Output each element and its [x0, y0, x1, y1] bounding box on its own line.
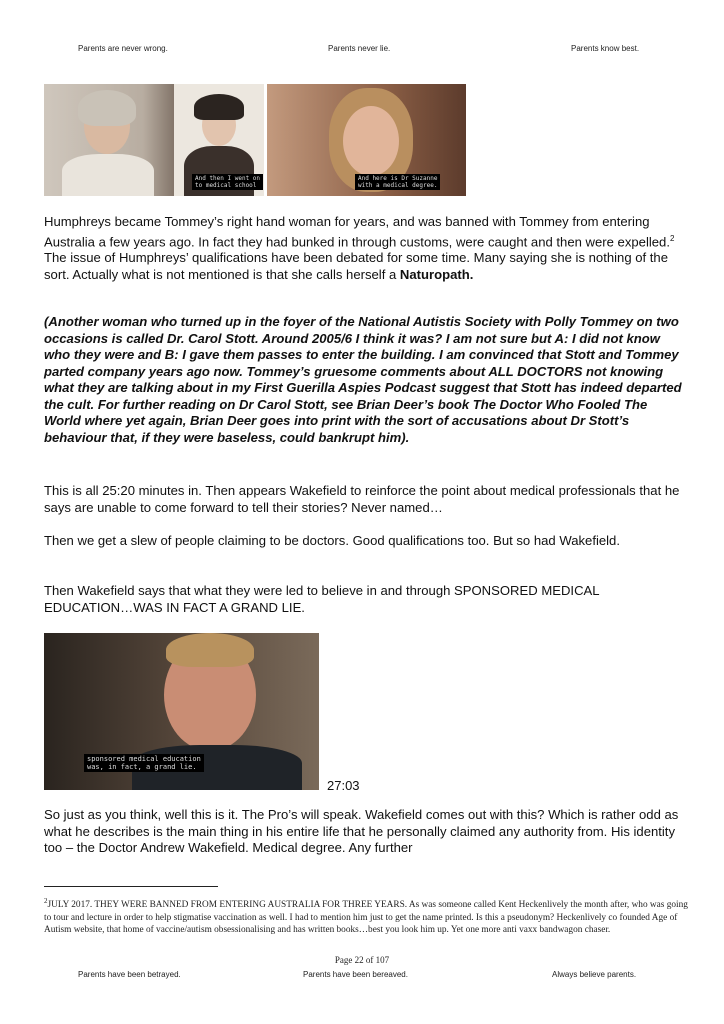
video-timestamp: 27:03 [327, 778, 360, 793]
paragraph-humphreys: Humphreys became Tommey’s right hand woman for years, and was banned with Tommey from entering Australia a few years ago. In fact they had bunked in through customs, were caught and then were expelled.$^2$ The issue of Humphreys’ qualifications have been debated for some time. Many saying she is nothing of the sort. Actually what is not mentioned is that she calls herself a Naturopath. [44, 214, 675, 282]
footer-center: Parents have been bereaved. [303, 970, 408, 979]
footnote: $^2$JULY 2017. THEY WERE BANNED FROM ENTERING AUSTRALIA FOR THREE YEARS. As was someone called Kent Heckenlively the month after, who was going to tour and lecture in order to help stigmatise vaccination as well. I had to mention him just to get the name printed. Is this a pseudonym? Heckenlively co founded Age of Autism website, that home of vaccine/autism obsessionalising and has written books…best you look him up. Yet one more anti vaxx bandwagon chaser. [44, 897, 688, 936]
grey-hair [78, 90, 136, 126]
video-still-wakefield [44, 633, 319, 790]
dark-hat [194, 94, 244, 120]
white-top [62, 154, 154, 196]
subtitle-right: And here is Dr Suzanne with a medical degree. [355, 174, 440, 190]
page-number: Page 22 of 107 [334, 955, 390, 965]
footer-right: Always believe parents. [552, 970, 637, 979]
header-left: Parents are never wrong. [78, 44, 168, 53]
paragraph-pros: So just as you think, well this is it. The Pro’s will speak. Wakefield comes out with this? Which is rather odd as what he describes is the main thing in his entire life that he personally claimed any authority from. His identity too – the Doctor Andrew Wakefield. Medical degree. Any further [44, 807, 679, 855]
paragraph-stott: (Another woman who turned up in the foyer of the National Autistis Society with Polly Tommey on two occasions is called Dr. Carol Stott. Around 2005/6 I think it was? I am not sure but A: I did not know who they were and B: I gave them passes to enter the building. I am convinced that Stott and Tommey parted company years ago now. Tommey’s gruesome comments about ALL DOCTORS not knowing what they are talking about in my First Guerilla Aspies Podcast suggest that Stott has indeed departed the cult. For further reading on Dr Carol Stott, see Brian Deer’s book The Doctor Who Fooled The World where yet again, Brian Deer goes into print with the sort of accusations about Dr Stott’s behaviour that, if they were baseless, could bankrupt him). [44, 314, 682, 445]
paragraph-slew: Then we get a slew of people claiming to be doctors. Good qualifications too. But so had Wakefield. [44, 533, 620, 548]
subtitle-left: And then I went on to medical school [192, 174, 263, 190]
video-still-left [44, 84, 264, 196]
woman-face-right [343, 106, 399, 176]
footer-left: Parents have been betrayed. [78, 970, 181, 979]
footnote-divider [44, 886, 218, 887]
paragraph-grand-lie: Then Wakefield says that what they were led to believe in and through SPONSORED MEDICAL EDUCATION…WAS IN FACT A GRAND LIE. [44, 583, 600, 615]
paragraph-timestamp: This is all 25:20 minutes in. Then appears Wakefield to reinforce the point about medical professionals that he says are unable to come forward to tell their stories? Never named… [44, 483, 680, 515]
video-still-right [267, 84, 466, 196]
header-right: Parents know best. [571, 44, 640, 53]
header-center: Parents never lie. [328, 44, 391, 53]
subtitle-middle: sponsored medical education was, in fact, a grand lie. [84, 754, 204, 772]
man-hair [166, 633, 254, 667]
footnote-ref[interactable]: 2 [669, 233, 675, 243]
